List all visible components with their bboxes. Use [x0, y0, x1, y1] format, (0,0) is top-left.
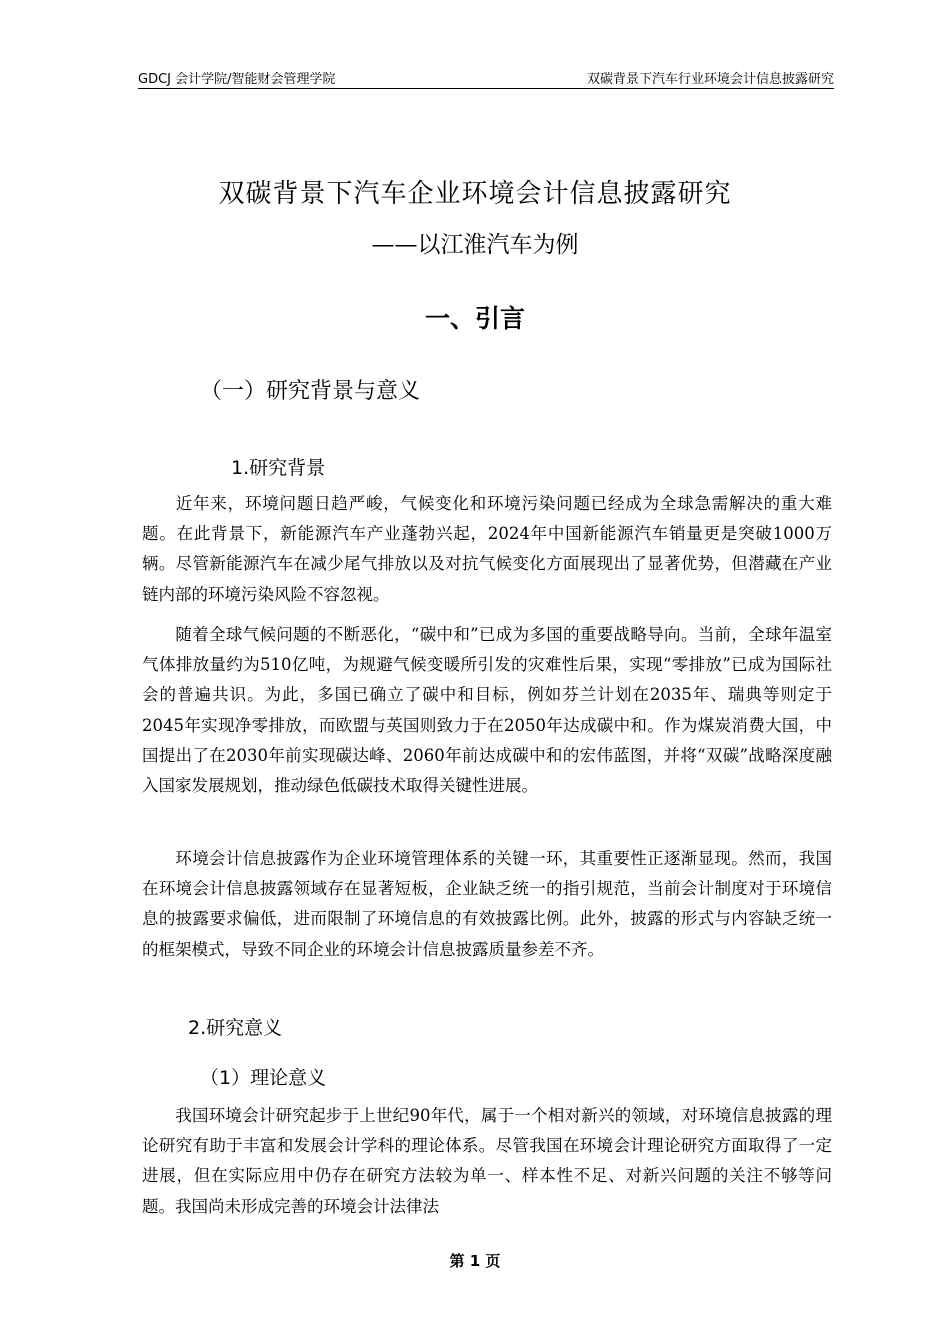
heading-research-background: 1.研究背景 [231, 457, 326, 479]
heading-research-significance: 2.研究意义 [188, 1017, 283, 1039]
page-header [138, 66, 834, 89]
paragraph-text: 近年来，环境问题日趋严峻，气候变化和环境污染问题已经成为全球急需解决的重大难题。在此背景下，新能源汽车产业蓬勃兴起，2024年中国新能源汽车销量更是突破1000万辆。尽管新能源汽车在减少尾气排放以及对抗气候变化方面展现出了显著优势，但潜藏在产业链内部的环境污染风险不容忽视。 [142, 494, 832, 604]
paper-title: 双碳背景下汽车企业环境会计信息披露研究 [218, 179, 732, 209]
paragraph [142, 489, 832, 610]
paragraph-text: 随着全球气候问题的不断恶化，“碳中和”已成为多国的重要战略导向。当前，全球年温室气体排放量约为510亿吨，为规避气候变暖所引发的灾难性后果，实现“零排放”已成为国际社会的普遍共识。为此，多国已确立了碳中和目标，例如芬兰计划在2035年、瑞典等则定于2045年实现净零排放，而欧盟与英国则致力于在2050年达成碳中和。作为煤炭消费大国，中国提出了在2030年前实现碳达峰、2060年前达成碳中和的宏伟蓝图，并将“双碳”战略深度融入国家发展规划，推动绿色低碳技术取得关键性进展。 [142, 625, 832, 796]
paragraph-text: 环境会计信息披露作为企业环境管理体系的关键一环，其重要性正逐渐显现。然而，我国在环境会计信息披露领域存在显著短板，企业缺乏统一的指引规范，当前会计制度对于环境信息的披露要求偏低，进而限制了环境信息的有效披露比例。此外，披露的形式与内容缺乏统一的框架模式，导致不同企业的环境会计信息披露质量参差不齐。 [142, 849, 832, 959]
paragraph [142, 844, 832, 965]
subsection-heading-background-significance: （一）研究背景与意义 [200, 379, 421, 404]
page-number: 第 1 页 [449, 1252, 501, 1270]
section-heading-introduction: 一、引言 [424, 304, 525, 333]
paper-subtitle: ——以江淮汽车为例 [371, 232, 579, 258]
paragraph [142, 1101, 832, 1222]
paragraph-text: 我国环境会计研究起步于上世纪90年代，属于一个相对新兴的领域，对环境信息披露的理论研究有助于丰富和发展会计学科的理论体系。尽管我国在环境会计理论研究方面取得了一定进展，但在实际应用中仍存在研究方法较为单一、样本性不足、对新兴问题的关注不够等问题。我国尚未形成完善的环境会计法律法 [142, 1106, 832, 1216]
header-institution: GDCJ 会计学院/智能财会管理学院 [138, 72, 336, 87]
paragraph [142, 620, 832, 801]
header-running-title: 双碳背景下汽车行业环境会计信息披露研究 [586, 72, 834, 87]
heading-theoretical-significance: （1）理论意义 [200, 1067, 327, 1089]
